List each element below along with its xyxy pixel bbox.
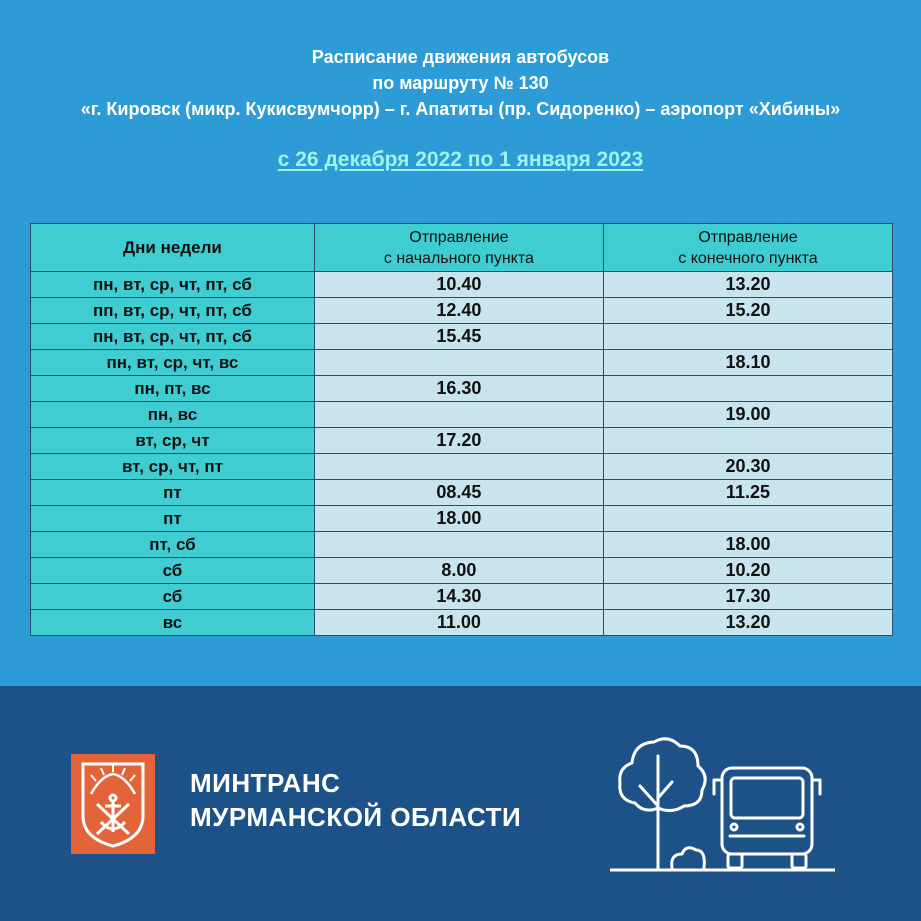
table-row [31, 454, 893, 480]
end-time-cell: 13.20 [603, 610, 892, 636]
table-row [31, 532, 893, 558]
murmansk-coat-of-arms-icon [71, 754, 155, 854]
table-row [31, 272, 893, 298]
end-header-line2: с конечного пункта [678, 249, 818, 267]
table-row [31, 506, 893, 532]
end-time-cell: 18.00 [603, 532, 892, 558]
end-time-cell [603, 428, 892, 454]
start-time-cell: 18.00 [314, 506, 603, 532]
days-cell: пн, вс [31, 402, 315, 428]
days-cell: пн, вт, ср, чт, вс [31, 350, 315, 376]
start-time-cell: 10.40 [314, 272, 603, 298]
org-name [190, 766, 521, 834]
start-column-header [314, 224, 603, 272]
start-time-cell: 15.45 [314, 324, 603, 350]
days-cell: пн, пт, вс [31, 376, 315, 402]
end-time-cell: 10.20 [603, 558, 892, 584]
end-time-cell: 15.20 [603, 298, 892, 324]
start-time-cell: 08.45 [314, 480, 603, 506]
days-cell: пн, вт, ср, чт, пт, сб [31, 272, 315, 298]
start-time-cell: 17.20 [314, 428, 603, 454]
org-name-line2: МУРМАНСКОЙ ОБЛАСТИ [190, 802, 522, 832]
start-time-cell [314, 454, 603, 480]
schedule-title [0, 44, 921, 122]
end-time-cell: 13.20 [603, 272, 892, 298]
end-time-cell: 18.10 [603, 350, 892, 376]
days-cell: пт [31, 480, 315, 506]
days-cell: пт [31, 506, 315, 532]
date-range [0, 146, 921, 174]
table-row [31, 376, 893, 402]
start-header-line1: Отправление [409, 228, 509, 246]
days-cell: вт, ср, чт [31, 428, 315, 454]
days-cell: сб [31, 584, 315, 610]
table-header-row [31, 224, 893, 272]
end-time-cell: 19.00 [603, 402, 892, 428]
end-time-cell: 17.30 [603, 584, 892, 610]
table-row [31, 480, 893, 506]
start-time-cell: 14.30 [314, 584, 603, 610]
days-cell: вс [31, 610, 315, 636]
title-line-3: «г. Кировск (микр. Кукисвумчорр) – г. Апатиты (пр. Сидоренко) – аэропорт «Хибины» [80, 99, 841, 119]
start-time-cell: 11.00 [314, 610, 603, 636]
start-time-cell [314, 350, 603, 376]
days-cell: пн, вт, ср, чт, пт, сб [31, 324, 315, 350]
date-range-text: с 26 декабря 2022 по 1 января 2023 [277, 148, 644, 171]
days-cell: сб [31, 558, 315, 584]
title-line-2: по маршруту № 130 [372, 73, 549, 93]
table-row [31, 402, 893, 428]
table-row [31, 350, 893, 376]
days-cell: пп, вт, ср, чт, пт, сб [31, 298, 315, 324]
days-cell: вт, ср, чт, пт [31, 454, 315, 480]
title-line-1: Расписание движения автобусов [311, 47, 610, 67]
end-time-cell: 11.25 [603, 480, 892, 506]
end-time-cell: 20.30 [603, 454, 892, 480]
table-row [31, 298, 893, 324]
tree-and-bus-icon [610, 728, 835, 878]
start-header-line2: с начального пункта [383, 249, 534, 267]
start-time-cell: 16.30 [314, 376, 603, 402]
table-row [31, 558, 893, 584]
end-header-line1: Отправление [698, 228, 798, 246]
start-time-cell: 8.00 [314, 558, 603, 584]
schedule-table [30, 223, 893, 636]
table-row [31, 584, 893, 610]
table-row [31, 324, 893, 350]
days-column-header: Дни недели [31, 224, 315, 272]
end-time-cell [603, 324, 892, 350]
start-time-cell: 12.40 [314, 298, 603, 324]
end-time-cell [603, 376, 892, 402]
days-cell: пт, сб [31, 532, 315, 558]
start-time-cell [314, 402, 603, 428]
end-time-cell [603, 506, 892, 532]
start-time-cell [314, 532, 603, 558]
end-column-header [603, 224, 892, 272]
org-name-line1: МИНТРАНС [190, 768, 341, 798]
table-row [31, 610, 893, 636]
table-row [31, 428, 893, 454]
